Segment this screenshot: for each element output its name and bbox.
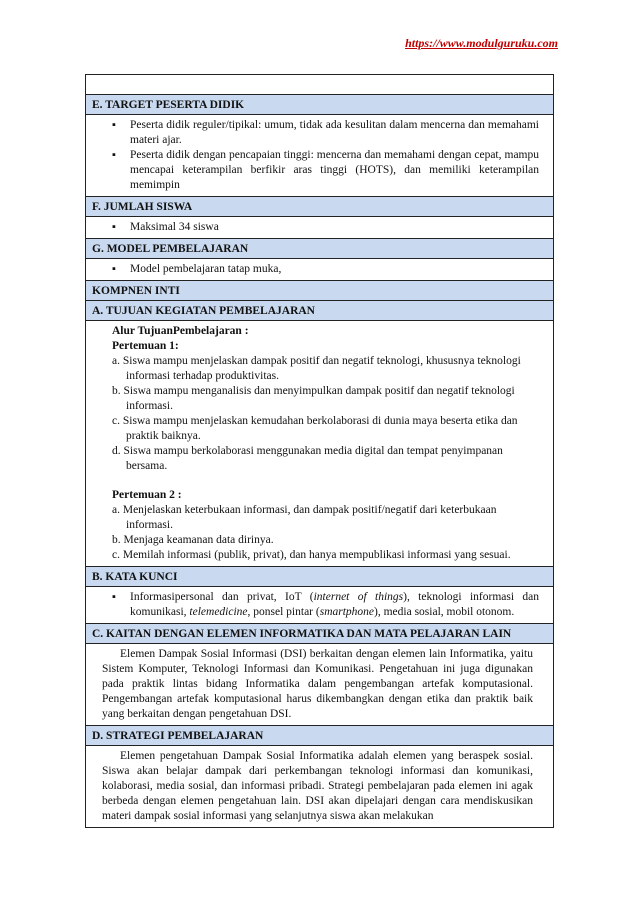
list-item <box>112 590 539 620</box>
keyword-text: ), media sosial, mobil otonom. <box>374 606 515 618</box>
section-c-header: C. KAITAN DENGAN ELEMEN INFORMATIKA DAN MATA PELAJARAN LAIN <box>86 624 553 644</box>
section-f-header: F. JUMLAH SISWA <box>86 197 553 217</box>
section-d-body <box>86 746 553 828</box>
section-b-header: B. KATA KUNCI <box>86 567 553 587</box>
section-c-body <box>86 644 553 726</box>
komponen-inti-header: KOMPNEN INTI <box>86 281 553 301</box>
lesson-plan-table <box>85 74 554 828</box>
section-a-header: A. TUJUAN KEGIATAN PEMBELAJARAN <box>86 301 553 321</box>
section-a-body <box>86 321 553 567</box>
pertemuan-2-title: Pertemuan 2 : <box>112 489 182 501</box>
keyword-text: , ponsel pintar ( <box>247 606 320 618</box>
section-f-body <box>86 217 553 239</box>
list-item: c. Memilah informasi (publik, privat), dan hanya mempublikasi informasi yang sesuai. <box>112 549 511 561</box>
list-item: ▪ Maksimal 34 siswa <box>112 220 539 235</box>
list-item: a. Siswa mampu menjelaskan dampak positif dan negatif teknologi, khususnya teknologi informasi terhadap produktivitas. <box>112 355 521 382</box>
section-b-body <box>86 587 553 624</box>
header-url-link[interactable]: https://www.modulguruku.com <box>405 36 558 50</box>
list-item: d. Siswa mampu berkolaborasi menggunakan media digital dan tempat penyimpanan bersama. <box>112 445 503 472</box>
list-item: ▪ Peserta didik dengan pencapaian tinggi: mencerna dan memahami dengan cepat, mampu mencapai keterampilan berfikir aras tinggi (HOTS), dan memiliki keterampilan memimpin <box>112 148 539 193</box>
section-e-body <box>86 115 553 197</box>
section-d-header: D. STRATEGI PEMBELAJARAN <box>86 726 553 746</box>
section-g-header: G. MODEL PEMBELAJARAN <box>86 239 553 259</box>
spacer <box>112 474 539 488</box>
keyword-text: Informasipersonal dan privat, IoT ( <box>130 591 314 603</box>
keyword-italic: internet of things <box>313 591 404 603</box>
pertemuan-1-title: Pertemuan 1: <box>112 340 179 352</box>
section-e-header: E. TARGET PESERTA DIDIK <box>86 95 553 115</box>
list-item: ▪ Peserta didik reguler/tipikal: umum, tidak ada kesulitan dalam mencerna dan memahami materi ajar. <box>112 118 539 148</box>
section-d-paragraph: Elemen pengetahuan Dampak Sosial Informatika adalah elemen yang beraspek sosial. Siswa akan belajar dampak dari perkembangan teknologi informasi dan komunikasi, kolaborasi, media sosial, dan informasi pribadi. Strategi pembelajaran pada elemen ini agak berbeda dengan elemen pengetahuan lain. DSI akan dipelajari dengan cara mendiskusikan materi dampak sosial informasi yang selanjutnya siswa akan melakukan <box>102 750 533 822</box>
list-item: b. Siswa mampu menganalisis dan menyimpulkan dampak positif dan negatif teknologi informasi. <box>112 385 515 412</box>
section-c-paragraph: Elemen Dampak Sosial Informasi (DSI) berkaitan dengan elemen lain Informatika, yaitu Sistem Komputer, Teknologi Informasi dan Komunikasi. Pengetahuan ini juga digunakan pada praktik lintas bidang Informatika dalam pengembangan artefak komputasional. Pengembangan artefak komputasional harus dikembangkan dengan etika dan praktik baik yang berkaitan dengan pengetahuan DSI. <box>102 648 533 720</box>
list-item: a. Menjelaskan keterbukaan informasi, dan dampak positif/negatif dari keterbukaan informasi. <box>112 504 497 531</box>
keyword-italic: telemedicine <box>189 606 248 618</box>
keyword-text: ), teknologi informasi dan komunikasi, <box>130 591 539 618</box>
list-item: ▪ Model pembelajaran tatap muka, <box>112 262 539 277</box>
alur-title: Alur TujuanPembelajaran : <box>112 325 249 337</box>
list-item: c. Siswa mampu menjelaskan kemudahan berkolaborasi di dunia maya beserta etika dan praktik baiknya. <box>112 415 518 442</box>
section-g-body <box>86 259 553 281</box>
empty-row <box>86 75 553 95</box>
list-item: b. Menjaga keamanan data dirinya. <box>112 534 274 546</box>
keyword-italic: smartphone <box>319 606 375 618</box>
